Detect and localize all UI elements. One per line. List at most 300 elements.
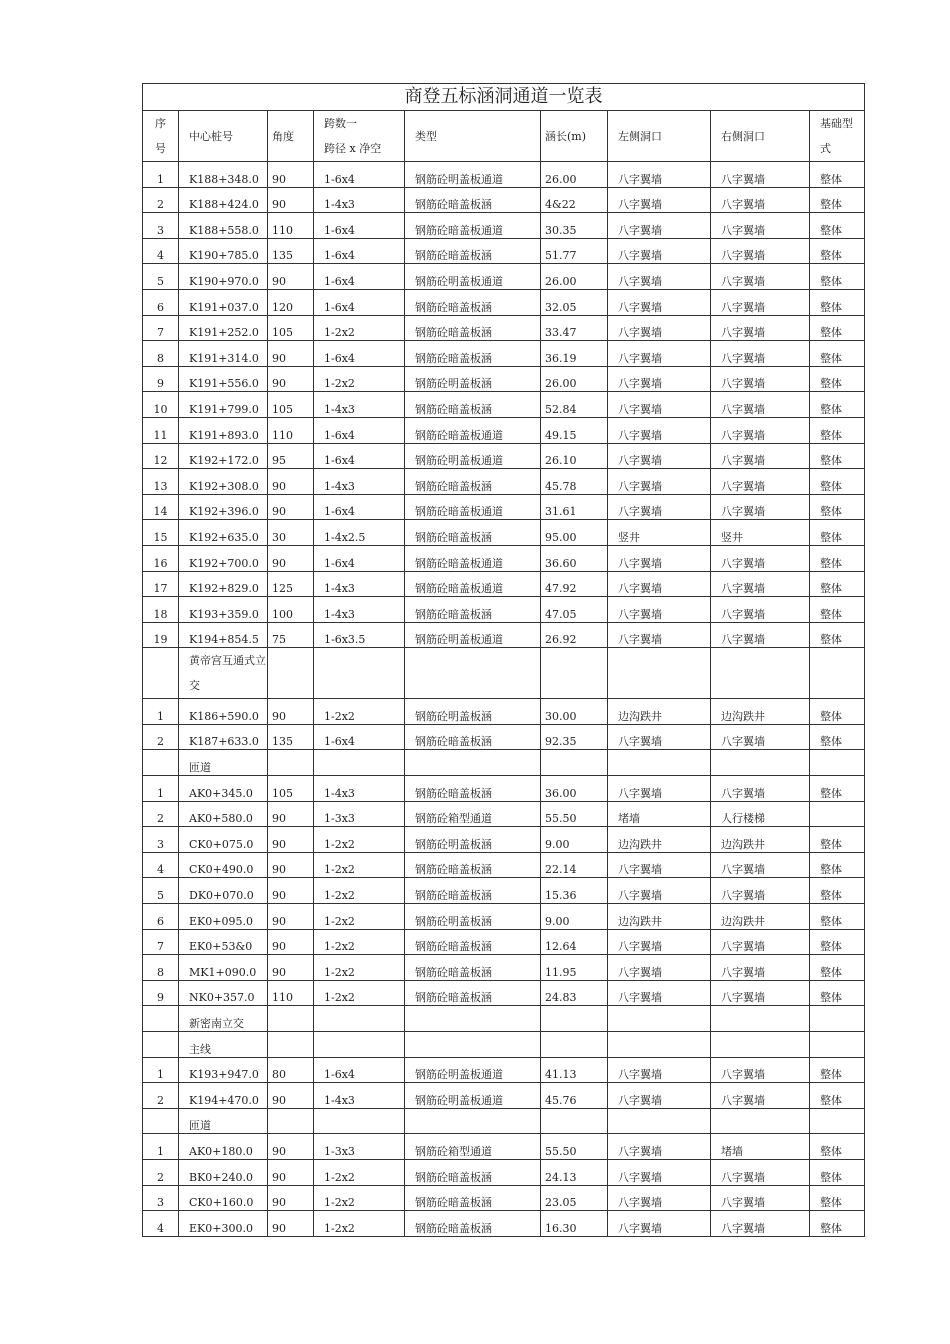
cell-type: 钢筋砼明盖板涵 <box>405 904 541 930</box>
cell-span: 1-6x4 <box>314 238 405 264</box>
cell-foundation: 整体 <box>810 238 865 264</box>
cell-span: 1-2x2 <box>314 1159 405 1185</box>
cell-type: 钢筋砼暗盖板涵 <box>405 1211 541 1237</box>
table-row <box>143 341 865 367</box>
empty-cell <box>810 648 865 699</box>
table-row <box>143 1083 865 1109</box>
table-row <box>143 162 865 188</box>
cell-length: 36.19 <box>541 341 608 367</box>
cell-left-opening: 八字翼墙 <box>608 341 711 367</box>
cell-right-opening: 八字翼墙 <box>711 162 810 188</box>
cell-angle: 90 <box>268 162 314 188</box>
table-row <box>143 801 865 827</box>
cell-span: 1-6x4 <box>314 494 405 520</box>
cell-seq: 5 <box>143 264 179 290</box>
cell-span: 1-2x2 <box>314 955 405 981</box>
section-label: 匝道 <box>179 1108 268 1134</box>
cell-seq: 15 <box>143 520 179 546</box>
cell-angle: 110 <box>268 980 314 1006</box>
cell-type: 钢筋砼暗盖板涵 <box>405 520 541 546</box>
cell-seq: 4 <box>143 852 179 878</box>
cell-length: 16.30 <box>541 1211 608 1237</box>
cell-station: K194+470.0 <box>179 1083 268 1109</box>
cell-type: 钢筋砼暗盖板涵 <box>405 724 541 750</box>
cell-angle: 90 <box>268 494 314 520</box>
cell-right-opening: 边沟跌井 <box>711 699 810 725</box>
cell-station: K193+947.0 <box>179 1057 268 1083</box>
cell-right-opening: 八字翼墙 <box>711 955 810 981</box>
empty-cell <box>143 648 179 699</box>
cell-span: 1-6x4 <box>314 1057 405 1083</box>
cell-length: 22.14 <box>541 852 608 878</box>
cell-seq: 19 <box>143 622 179 648</box>
cell-seq: 2 <box>143 801 179 827</box>
empty-cell <box>268 648 314 699</box>
cell-angle: 75 <box>268 622 314 648</box>
cell-station: EK0+53&0 <box>179 929 268 955</box>
cell-station: K192+308.0 <box>179 469 268 495</box>
cell-right-opening: 八字翼墙 <box>711 1159 810 1185</box>
cell-foundation: 整体 <box>810 878 865 904</box>
cell-right-opening: 八字翼墙 <box>711 597 810 623</box>
table-row <box>143 417 865 443</box>
cell-seq: 4 <box>143 238 179 264</box>
cell-span: 1-2x2 <box>314 827 405 853</box>
cell-span: 1-4x3 <box>314 571 405 597</box>
cell-right-opening: 八字翼墙 <box>711 929 810 955</box>
cell-foundation: 整体 <box>810 724 865 750</box>
cell-right-opening: 八字翼墙 <box>711 392 810 418</box>
empty-cell <box>268 750 314 776</box>
cell-angle: 90 <box>268 1134 314 1160</box>
cell-foundation: 整体 <box>810 213 865 239</box>
cell-seq: 7 <box>143 929 179 955</box>
table-row <box>143 597 865 623</box>
cell-span: 1-2x2 <box>314 852 405 878</box>
cell-left-opening: 八字翼墙 <box>608 724 711 750</box>
cell-foundation: 整体 <box>810 366 865 392</box>
empty-cell <box>268 1032 314 1058</box>
cell-seq: 16 <box>143 545 179 571</box>
cell-right-opening: 八字翼墙 <box>711 545 810 571</box>
cell-type: 钢筋砼明盖板涵 <box>405 827 541 853</box>
cell-span: 1-2x2 <box>314 1211 405 1237</box>
cell-seq: 6 <box>143 904 179 930</box>
cell-left-opening: 八字翼墙 <box>608 980 711 1006</box>
table-row <box>143 827 865 853</box>
cell-left-opening: 八字翼墙 <box>608 955 711 981</box>
empty-cell <box>405 1006 541 1032</box>
cell-angle: 105 <box>268 392 314 418</box>
cell-seq: 3 <box>143 827 179 853</box>
table-row <box>143 213 865 239</box>
cell-angle: 90 <box>268 1159 314 1185</box>
cell-left-opening: 八字翼墙 <box>608 417 711 443</box>
cell-angle: 90 <box>268 955 314 981</box>
cell-span: 1-6x4 <box>314 341 405 367</box>
empty-cell <box>608 648 711 699</box>
cell-station: K191+314.0 <box>179 341 268 367</box>
cell-span: 1-6x3.5 <box>314 622 405 648</box>
table-row <box>143 852 865 878</box>
empty-cell <box>608 1108 711 1134</box>
cell-angle: 135 <box>268 238 314 264</box>
cell-foundation: 整体 <box>810 571 865 597</box>
cell-station: K188+348.0 <box>179 162 268 188</box>
header-length: 涵长(m) <box>541 111 608 162</box>
cell-angle: 30 <box>268 520 314 546</box>
cell-right-opening: 堵墙 <box>711 1134 810 1160</box>
cell-left-opening: 八字翼墙 <box>608 1134 711 1160</box>
table-row <box>143 929 865 955</box>
cell-seq: 1 <box>143 1134 179 1160</box>
header-angle: 角度 <box>268 111 314 162</box>
cell-foundation: 整体 <box>810 162 865 188</box>
cell-angle: 90 <box>268 1185 314 1211</box>
empty-cell <box>810 750 865 776</box>
cell-length: 55.50 <box>541 801 608 827</box>
cell-length: 23.05 <box>541 1185 608 1211</box>
table-row <box>143 1057 865 1083</box>
cell-angle: 90 <box>268 827 314 853</box>
empty-cell <box>314 648 405 699</box>
cell-station: K187+633.0 <box>179 724 268 750</box>
cell-right-opening: 八字翼墙 <box>711 1083 810 1109</box>
cell-foundation: 整体 <box>810 597 865 623</box>
empty-cell <box>711 1032 810 1058</box>
empty-cell <box>541 648 608 699</box>
cell-angle: 90 <box>268 1211 314 1237</box>
cell-type: 钢筋砼暗盖板涵 <box>405 852 541 878</box>
cell-foundation: 整体 <box>810 1083 865 1109</box>
cell-angle: 90 <box>268 852 314 878</box>
table-row <box>143 571 865 597</box>
empty-cell <box>314 750 405 776</box>
cell-length: 36.00 <box>541 776 608 802</box>
header-foundation: 基础型 式 <box>810 111 865 162</box>
cell-length: 30.00 <box>541 699 608 725</box>
cell-type: 钢筋砼暗盖板通道 <box>405 545 541 571</box>
cell-length: 47.92 <box>541 571 608 597</box>
cell-length: 24.13 <box>541 1159 608 1185</box>
empty-cell <box>541 750 608 776</box>
cell-angle: 100 <box>268 597 314 623</box>
cell-length: 26.92 <box>541 622 608 648</box>
cell-foundation: 整体 <box>810 622 865 648</box>
cell-length: 49.15 <box>541 417 608 443</box>
cell-type: 钢筋砼明盖板涵 <box>405 366 541 392</box>
section-label: 黄帝宫互通式立交 <box>179 648 268 699</box>
cell-angle: 80 <box>268 1057 314 1083</box>
cell-seq: 10 <box>143 392 179 418</box>
cell-station: EK0+095.0 <box>179 904 268 930</box>
cell-station: K192+172.0 <box>179 443 268 469</box>
cell-foundation: 整体 <box>810 1057 865 1083</box>
cell-station: K188+424.0 <box>179 187 268 213</box>
cell-type: 钢筋砼暗盖板通道 <box>405 571 541 597</box>
cell-type: 钢筋砼明盖板涵 <box>405 699 541 725</box>
section-row <box>143 1006 865 1032</box>
cell-right-opening: 八字翼墙 <box>711 366 810 392</box>
cell-length: 26.00 <box>541 366 608 392</box>
cell-foundation: 整体 <box>810 443 865 469</box>
table-row <box>143 1159 865 1185</box>
cell-length: 92.35 <box>541 724 608 750</box>
cell-length: 33.47 <box>541 315 608 341</box>
header-type: 类型 <box>405 111 541 162</box>
cell-foundation: 整体 <box>810 417 865 443</box>
cell-type: 钢筋砼暗盖板涵 <box>405 1185 541 1211</box>
cell-station: K190+970.0 <box>179 264 268 290</box>
cell-type: 钢筋砼箱型通道 <box>405 801 541 827</box>
cell-foundation: 整体 <box>810 392 865 418</box>
cell-span: 1-3x3 <box>314 801 405 827</box>
cell-right-opening: 八字翼墙 <box>711 417 810 443</box>
cell-left-opening: 八字翼墙 <box>608 545 711 571</box>
cell-station: K188+558.0 <box>179 213 268 239</box>
cell-left-opening: 八字翼墙 <box>608 187 711 213</box>
empty-cell <box>143 750 179 776</box>
cell-left-opening: 八字翼墙 <box>608 213 711 239</box>
cell-left-opening: 八字翼墙 <box>608 852 711 878</box>
table-row <box>143 904 865 930</box>
cell-left-opening: 八字翼墙 <box>608 494 711 520</box>
title-row <box>143 84 865 111</box>
cell-left-opening: 八字翼墙 <box>608 1211 711 1237</box>
cell-seq: 8 <box>143 955 179 981</box>
cell-type: 钢筋砼暗盖板涵 <box>405 929 541 955</box>
cell-length: 4&22 <box>541 187 608 213</box>
cell-span: 1-4x3 <box>314 469 405 495</box>
table-row <box>143 238 865 264</box>
cell-angle: 90 <box>268 366 314 392</box>
cell-seq: 2 <box>143 1083 179 1109</box>
cell-station: K191+252.0 <box>179 315 268 341</box>
cell-foundation: 整体 <box>810 980 865 1006</box>
cell-seq: 2 <box>143 1159 179 1185</box>
cell-foundation: 整体 <box>810 545 865 571</box>
cell-seq: 18 <box>143 597 179 623</box>
cell-span: 1-6x4 <box>314 417 405 443</box>
cell-seq: 9 <box>143 980 179 1006</box>
cell-angle: 90 <box>268 187 314 213</box>
cell-span: 1-2x2 <box>314 315 405 341</box>
cell-length: 51.77 <box>541 238 608 264</box>
cell-angle: 90 <box>268 264 314 290</box>
cell-length: 41.13 <box>541 1057 608 1083</box>
table-row <box>143 724 865 750</box>
empty-cell <box>143 1032 179 1058</box>
cell-type: 钢筋砼暗盖板通道 <box>405 417 541 443</box>
cell-length: 31.61 <box>541 494 608 520</box>
table-row <box>143 1185 865 1211</box>
cell-span: 1-4x3 <box>314 597 405 623</box>
cell-angle: 110 <box>268 213 314 239</box>
cell-left-opening: 八字翼墙 <box>608 1057 711 1083</box>
cell-type: 钢筋砼暗盖板涵 <box>405 597 541 623</box>
table-row <box>143 187 865 213</box>
cell-span: 1-6x4 <box>314 289 405 315</box>
cell-right-opening: 八字翼墙 <box>711 187 810 213</box>
cell-right-opening: 八字翼墙 <box>711 571 810 597</box>
cell-span: 1-2x2 <box>314 904 405 930</box>
table-row <box>143 315 865 341</box>
cell-angle: 110 <box>268 417 314 443</box>
cell-right-opening: 边沟跌井 <box>711 904 810 930</box>
cell-span: 1-4x3 <box>314 392 405 418</box>
cell-right-opening: 八字翼墙 <box>711 289 810 315</box>
cell-seq: 2 <box>143 187 179 213</box>
cell-right-opening: 边沟跌井 <box>711 827 810 853</box>
cell-station: BK0+240.0 <box>179 1159 268 1185</box>
cell-right-opening: 八字翼墙 <box>711 1185 810 1211</box>
cell-type: 钢筋砼暗盖板涵 <box>405 392 541 418</box>
cell-seq: 3 <box>143 1185 179 1211</box>
cell-foundation <box>810 801 865 827</box>
cell-span: 1-6x4 <box>314 213 405 239</box>
cell-span: 1-4x3 <box>314 776 405 802</box>
cell-length: 11.95 <box>541 955 608 981</box>
culvert-table <box>142 83 865 1237</box>
cell-seq: 12 <box>143 443 179 469</box>
cell-type: 钢筋砼暗盖板涵 <box>405 469 541 495</box>
cell-foundation: 整体 <box>810 904 865 930</box>
cell-type: 钢筋砼明盖板通道 <box>405 162 541 188</box>
cell-left-opening: 八字翼墙 <box>608 878 711 904</box>
table-row <box>143 545 865 571</box>
cell-span: 1-6x4 <box>314 162 405 188</box>
cell-span: 1-2x2 <box>314 1185 405 1211</box>
table-row <box>143 469 865 495</box>
cell-left-opening: 边沟跌井 <box>608 699 711 725</box>
cell-seq: 4 <box>143 1211 179 1237</box>
table-title: 商登五标涵洞通道一览表 <box>143 84 865 111</box>
empty-cell <box>405 648 541 699</box>
cell-span: 1-2x2 <box>314 366 405 392</box>
cell-length: 12.64 <box>541 929 608 955</box>
cell-left-opening: 八字翼墙 <box>608 392 711 418</box>
cell-length: 9.00 <box>541 904 608 930</box>
cell-station: MK1+090.0 <box>179 955 268 981</box>
cell-right-opening: 八字翼墙 <box>711 878 810 904</box>
cell-length: 15.36 <box>541 878 608 904</box>
empty-cell <box>711 1108 810 1134</box>
cell-right-opening: 八字翼墙 <box>711 443 810 469</box>
cell-foundation: 整体 <box>810 341 865 367</box>
header-span: 跨数一 跨径 x 净空 <box>314 111 405 162</box>
cell-seq: 13 <box>143 469 179 495</box>
cell-length: 55.50 <box>541 1134 608 1160</box>
section-row <box>143 1032 865 1058</box>
cell-span: 1-6x4 <box>314 264 405 290</box>
cell-station: K191+893.0 <box>179 417 268 443</box>
cell-type: 钢筋砼暗盖板涵 <box>405 341 541 367</box>
cell-type: 钢筋砼暗盖板涵 <box>405 187 541 213</box>
empty-cell <box>541 1108 608 1134</box>
cell-seq: 6 <box>143 289 179 315</box>
empty-cell <box>711 648 810 699</box>
cell-station: K192+700.0 <box>179 545 268 571</box>
cell-seq: 3 <box>143 213 179 239</box>
cell-seq: 9 <box>143 366 179 392</box>
cell-station: K193+359.0 <box>179 597 268 623</box>
cell-station: K186+590.0 <box>179 699 268 725</box>
cell-right-opening: 八字翼墙 <box>711 980 810 1006</box>
cell-seq: 11 <box>143 417 179 443</box>
cell-left-opening: 八字翼墙 <box>608 597 711 623</box>
table-row <box>143 392 865 418</box>
cell-foundation: 整体 <box>810 315 865 341</box>
cell-angle: 90 <box>268 801 314 827</box>
cell-angle: 90 <box>268 904 314 930</box>
table-row <box>143 776 865 802</box>
cell-foundation: 整体 <box>810 699 865 725</box>
cell-angle: 125 <box>268 571 314 597</box>
table-row <box>143 289 865 315</box>
cell-foundation: 整体 <box>810 469 865 495</box>
empty-cell <box>268 1006 314 1032</box>
cell-foundation: 整体 <box>810 289 865 315</box>
cell-station: K191+556.0 <box>179 366 268 392</box>
cell-foundation: 整体 <box>810 264 865 290</box>
cell-seq: 2 <box>143 724 179 750</box>
cell-span: 1-6x4 <box>314 443 405 469</box>
cell-length: 26.00 <box>541 264 608 290</box>
cell-type: 钢筋砼暗盖板涵 <box>405 776 541 802</box>
cell-length: 36.60 <box>541 545 608 571</box>
cell-right-opening: 八字翼墙 <box>711 341 810 367</box>
cell-seq: 14 <box>143 494 179 520</box>
empty-cell <box>711 1006 810 1032</box>
cell-span: 1-6x4 <box>314 724 405 750</box>
empty-cell <box>268 1108 314 1134</box>
table-row <box>143 955 865 981</box>
cell-left-opening: 八字翼墙 <box>608 571 711 597</box>
table-row <box>143 622 865 648</box>
cell-foundation: 整体 <box>810 520 865 546</box>
table-row <box>143 878 865 904</box>
table-row <box>143 264 865 290</box>
cell-span: 1-4x2.5 <box>314 520 405 546</box>
cell-foundation: 整体 <box>810 187 865 213</box>
empty-cell <box>314 1032 405 1058</box>
cell-type: 钢筋砼暗盖板涵 <box>405 238 541 264</box>
cell-station: CK0+075.0 <box>179 827 268 853</box>
cell-station: K192+829.0 <box>179 571 268 597</box>
cell-station: K192+396.0 <box>179 494 268 520</box>
cell-left-opening: 竖井 <box>608 520 711 546</box>
empty-cell <box>405 1108 541 1134</box>
cell-seq: 1 <box>143 162 179 188</box>
cell-angle: 105 <box>268 776 314 802</box>
cell-span: 1-3x3 <box>314 1134 405 1160</box>
cell-span: 1-6x4 <box>314 545 405 571</box>
cell-angle: 120 <box>268 289 314 315</box>
cell-left-opening: 八字翼墙 <box>608 238 711 264</box>
cell-length: 26.10 <box>541 443 608 469</box>
header-seq: 序 号 <box>143 111 179 162</box>
cell-right-opening: 八字翼墙 <box>711 213 810 239</box>
cell-station: CK0+490.0 <box>179 852 268 878</box>
cell-left-opening: 八字翼墙 <box>608 366 711 392</box>
cell-foundation: 整体 <box>810 1159 865 1185</box>
header-left-opening: 左侧洞口 <box>608 111 711 162</box>
cell-length: 45.76 <box>541 1083 608 1109</box>
cell-right-opening: 八字翼墙 <box>711 724 810 750</box>
cell-angle: 90 <box>268 878 314 904</box>
empty-cell <box>608 750 711 776</box>
cell-left-opening: 八字翼墙 <box>608 929 711 955</box>
